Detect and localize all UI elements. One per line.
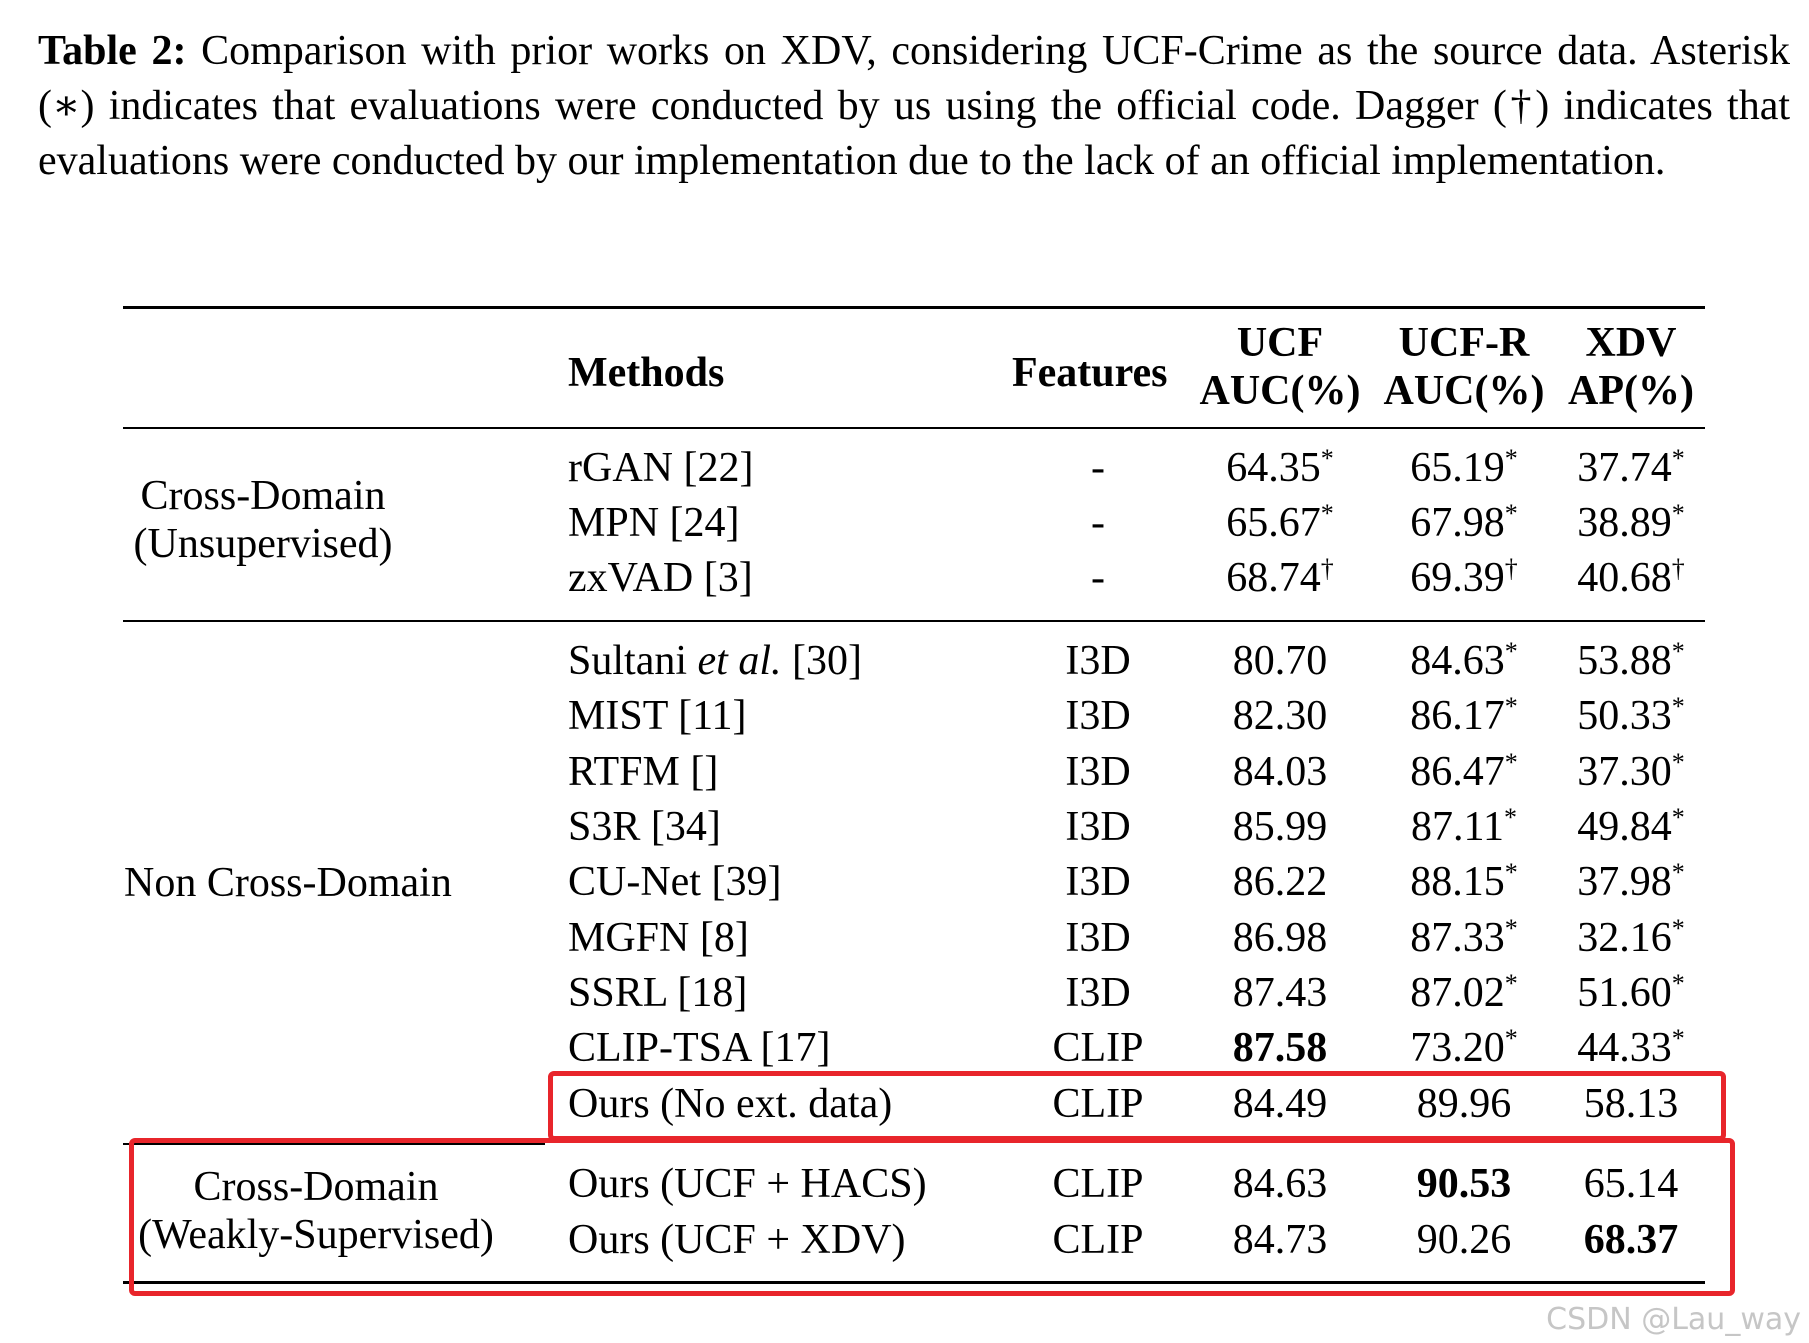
features-cell: - [1091,500,1105,546]
ucf-value-cell [1226,444,1334,491]
ucfr-footnote-mark: * [1504,858,1518,887]
ucf-value: 82.30 [1232,693,1328,739]
ucfr-footnote-mark: * [1503,803,1517,832]
ucfr-value-cell [1410,858,1518,905]
ucfr-value: 86.47 [1410,749,1505,795]
ucfr-footnote-mark: * [1504,444,1518,473]
xdv-value-cell [1577,969,1685,1016]
ucfr-value: 84.63 [1410,638,1505,684]
method-cell: Ours (No ext. data) [568,1081,893,1127]
xdv-value: 49.84 [1577,804,1672,850]
ucf-value: 84.63 [1232,1161,1328,1207]
method-cell: S3R [34] [568,804,721,850]
features-cell: - [1091,555,1105,601]
method-cell: MGFN [8] [568,915,749,961]
xdv-value-cell [1577,554,1685,601]
ucfr-value: 87.33 [1410,915,1505,961]
header-ucf-top: UCF [1236,320,1324,366]
method-cell [568,640,862,682]
caption-label: Table 2: [38,28,187,74]
group-cross-weakly-line2: (Weakly-Supervised) [138,1212,494,1258]
header-xdv-top: XDV [1585,320,1677,366]
header-xdv-bottom: AP(%) [1568,368,1694,414]
features-cell: I3D [1065,970,1131,1016]
header-features: Features [1012,350,1168,396]
table-caption [38,24,1790,189]
ucfr-value: 67.98 [1410,500,1505,546]
ucfr-footnote-mark: * [1504,692,1518,721]
ucfr-value-cell [1410,969,1518,1016]
header-ucf-bottom: AUC(%) [1199,368,1361,414]
xdv-value: 68.37 [1583,1217,1679,1263]
method-cell: CLIP-TSA [17] [568,1025,831,1071]
ucf-value-cell [1233,640,1328,682]
features-cell: CLIP [1052,1217,1144,1263]
ucf-value: 86.22 [1232,859,1328,905]
method-cell: MPN [24] [568,500,740,546]
xdv-value-cell [1577,1024,1685,1071]
ucf-value: 85.99 [1232,804,1328,850]
xdv-value-cell [1577,914,1685,961]
ucf-value: 64.35 [1226,445,1321,491]
features-cell: I3D [1065,638,1131,684]
top-rule [123,306,1705,309]
xdv-value: 65.14 [1583,1161,1679,1207]
group-cross-unsupervised-line1: Cross-Domain [140,473,386,519]
caption-text: Comparison with prior works on XDV, considering UCF-Crime as the source data. Asterisk (∗) indicates that evaluations were conducted by us using the official code. Dagger (†) indicates that evaluations were conducted by our implementation due to the lack of an official implementation. [38,28,1790,184]
group-cross-unsupervised-line2: (Unsupervised) [133,521,393,567]
ucf-value-cell [1233,751,1328,793]
ucf-value: 80.70 [1232,638,1328,684]
ucfr-footnote-mark: * [1504,969,1518,998]
ucfr-footnote-mark: * [1504,499,1518,528]
xdv-value: 32.16 [1577,915,1672,961]
method-ref: [30] [781,638,862,684]
xdv-value: 40.68 [1577,555,1672,601]
xdv-value: 37.30 [1577,749,1672,795]
features-cell: CLIP [1052,1025,1144,1071]
xdv-footnote-mark: * [1671,1024,1685,1053]
highlight-box-no-ext-data [548,1071,1726,1141]
method-cell: Ours (UCF + HACS) [568,1161,927,1207]
ucfr-value-cell [1410,554,1518,601]
ucf-value: 84.73 [1232,1217,1328,1263]
group-cross-unsupervised [124,472,402,568]
ucfr-value: 69.39 [1410,555,1505,601]
group-non-cross: Non Cross-Domain [124,860,452,906]
xdv-footnote-mark: * [1671,637,1685,666]
xdv-value: 50.33 [1577,693,1672,739]
features-cell: I3D [1065,804,1131,850]
highlight-box-cross-domain [129,1138,1735,1296]
xdv-footnote-mark: † [1671,554,1685,583]
ucf-value: 84.03 [1232,749,1328,795]
features-cell: I3D [1065,749,1131,795]
ucf-footnote-mark: * [1320,499,1334,528]
method-cell: rGAN [22] [568,445,754,491]
ucfr-value-cell [1410,748,1518,795]
ucfr-footnote-mark: † [1504,554,1518,583]
watermark: CSDN @Lau_way [1546,1302,1801,1337]
ucfr-footnote-mark: * [1504,637,1518,666]
ucf-value: 87.43 [1232,970,1328,1016]
ucfr-value: 88.15 [1410,859,1505,905]
method-cell: CU-Net [39] [568,859,782,905]
group-cross-weakly-line1: Cross-Domain [193,1164,439,1210]
ucf-value-cell [1233,861,1328,903]
ucfr-value-cell [1410,692,1518,739]
xdv-footnote-mark: * [1671,444,1685,473]
xdv-footnote-mark: * [1671,858,1685,887]
method-cell: Ours (UCF + XDV) [568,1217,906,1263]
xdv-value-cell [1577,748,1685,795]
ucf-footnote-mark: † [1320,554,1334,583]
xdv-value-cell [1577,499,1685,546]
method-name: Sultani [568,638,698,684]
xdv-value: 44.33 [1577,1025,1672,1071]
xdv-value: 51.60 [1577,970,1672,1016]
features-cell: CLIP [1052,1081,1144,1127]
xdv-footnote-mark: * [1671,803,1685,832]
ucf-value: 87.58 [1232,1025,1328,1071]
xdv-value-cell [1577,692,1685,739]
ucf-value: 86.98 [1232,915,1328,961]
ucf-value: 84.49 [1232,1081,1328,1127]
method-cell: MIST [11] [568,693,747,739]
ucfr-value: 90.26 [1416,1217,1512,1263]
ucfr-value: 90.53 [1416,1161,1512,1207]
method-etal: et al. [697,638,782,684]
xdv-footnote-mark: * [1671,748,1685,777]
ucfr-footnote-mark: * [1504,914,1518,943]
ucf-value-cell [1233,695,1328,737]
ucf-value-cell [1233,806,1328,848]
features-cell: I3D [1065,915,1131,961]
ucfr-value: 86.17 [1410,693,1505,739]
xdv-value: 37.98 [1577,859,1672,905]
group1-rule [123,620,1705,622]
xdv-value: 58.13 [1583,1081,1679,1127]
xdv-value-cell [1577,858,1685,905]
header-methods: Methods [568,350,725,396]
header-ucfr-top: UCF-R [1398,320,1530,366]
method-cell: SSRL [18] [568,970,748,1016]
xdv-footnote-mark: * [1671,692,1685,721]
features-cell: I3D [1065,693,1131,739]
xdv-value: 53.88 [1577,638,1672,684]
ucf-footnote-mark: * [1320,444,1334,473]
ucfr-value: 87.02 [1410,970,1505,1016]
xdv-value: 37.74 [1577,445,1672,491]
ucfr-value-cell [1410,914,1518,961]
ucfr-value: 89.96 [1416,1081,1512,1127]
features-cell: CLIP [1052,1161,1144,1207]
ucfr-value-cell [1410,499,1518,546]
ucf-value: 68.74 [1226,555,1321,601]
features-cell: I3D [1065,859,1131,905]
xdv-value: 38.89 [1577,500,1672,546]
ucfr-value: 73.20 [1410,1025,1505,1071]
ucfr-value-cell [1410,1024,1518,1071]
ucf-value-cell [1233,917,1328,959]
ucfr-value: 65.19 [1410,445,1505,491]
xdv-value-cell [1577,637,1685,684]
ucfr-value-cell [1410,637,1518,684]
xdv-value-cell [1577,803,1685,850]
ucfr-value-cell [1411,803,1517,850]
header-ucfr-bottom: AUC(%) [1383,368,1545,414]
ucfr-value-cell [1410,444,1518,491]
method-cell: RTFM [] [568,749,719,795]
features-cell: - [1091,445,1105,491]
xdv-footnote-mark: * [1671,914,1685,943]
method-cell: zxVAD [3] [568,555,753,601]
ucf-value-cell [1226,499,1334,546]
ucf-value-cell [1226,554,1334,601]
ucf-value-cell [1233,972,1328,1014]
ucf-value: 65.67 [1226,500,1321,546]
xdv-footnote-mark: * [1671,969,1685,998]
xdv-footnote-mark: * [1671,499,1685,528]
ucfr-value: 87.11 [1411,804,1504,850]
ucfr-footnote-mark: * [1504,748,1518,777]
ucfr-footnote-mark: * [1504,1024,1518,1053]
header-rule [123,427,1705,429]
xdv-value-cell [1577,444,1685,491]
ucf-value-cell [1233,1027,1328,1069]
